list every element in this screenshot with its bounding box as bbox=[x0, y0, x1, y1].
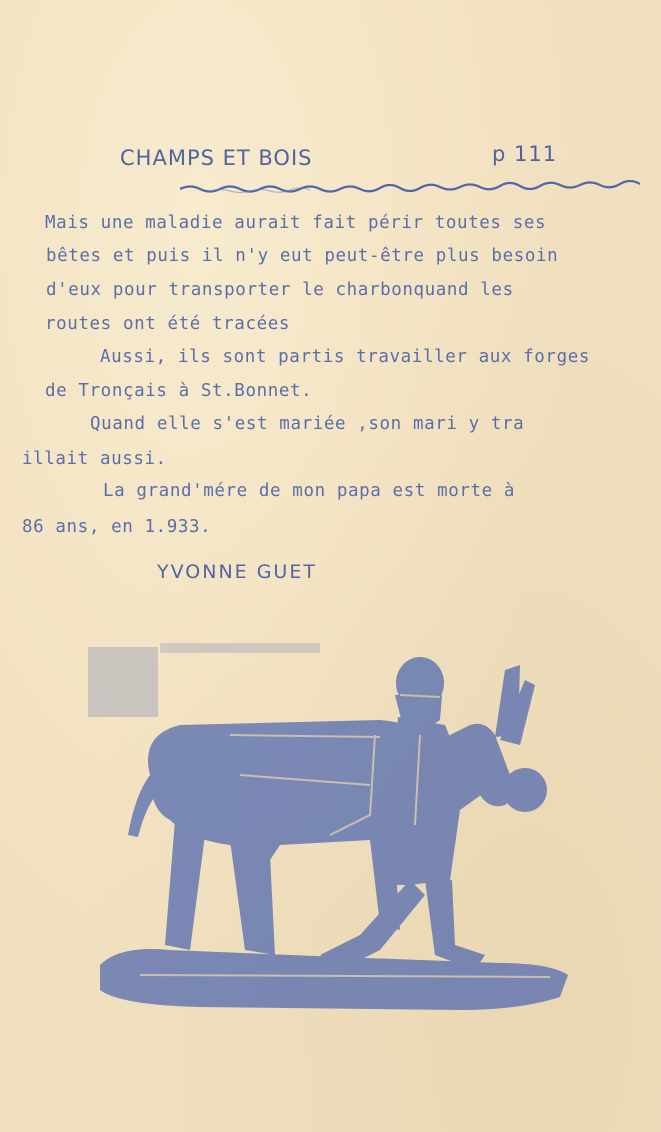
text-line: La grand'mére de mon papa est morte à bbox=[103, 481, 516, 501]
text-line: illait aussi. bbox=[22, 449, 167, 469]
page-header bbox=[120, 142, 560, 176]
text-line: 86 ans, en 1.933. bbox=[22, 517, 212, 537]
section-title: CHAMPS ET BOIS bbox=[120, 146, 313, 170]
text-line: Aussi, ils sont partis travailler aux forges bbox=[100, 347, 590, 367]
text-line: Quand elle s'est mariée ,son mari y tra bbox=[90, 414, 525, 434]
text-line: routes ont été tracées bbox=[45, 314, 290, 334]
text-line: d'eux pour transporter le charbonquand les bbox=[46, 280, 514, 300]
author-signature: YVONNE GUET bbox=[157, 561, 317, 583]
text-line: de Tronçais à St.Bonnet. bbox=[45, 381, 313, 401]
text-line: bêtes et puis il n'y eut peut-être plus besoin bbox=[46, 246, 559, 266]
man-leading-donkey-icon bbox=[80, 625, 580, 1035]
wavy-rule bbox=[180, 180, 640, 194]
show-through-text bbox=[160, 70, 630, 90]
page-number: p 111 bbox=[492, 142, 558, 166]
text-line: Mais une maladie aurait fait périr toutes ses bbox=[45, 213, 547, 233]
